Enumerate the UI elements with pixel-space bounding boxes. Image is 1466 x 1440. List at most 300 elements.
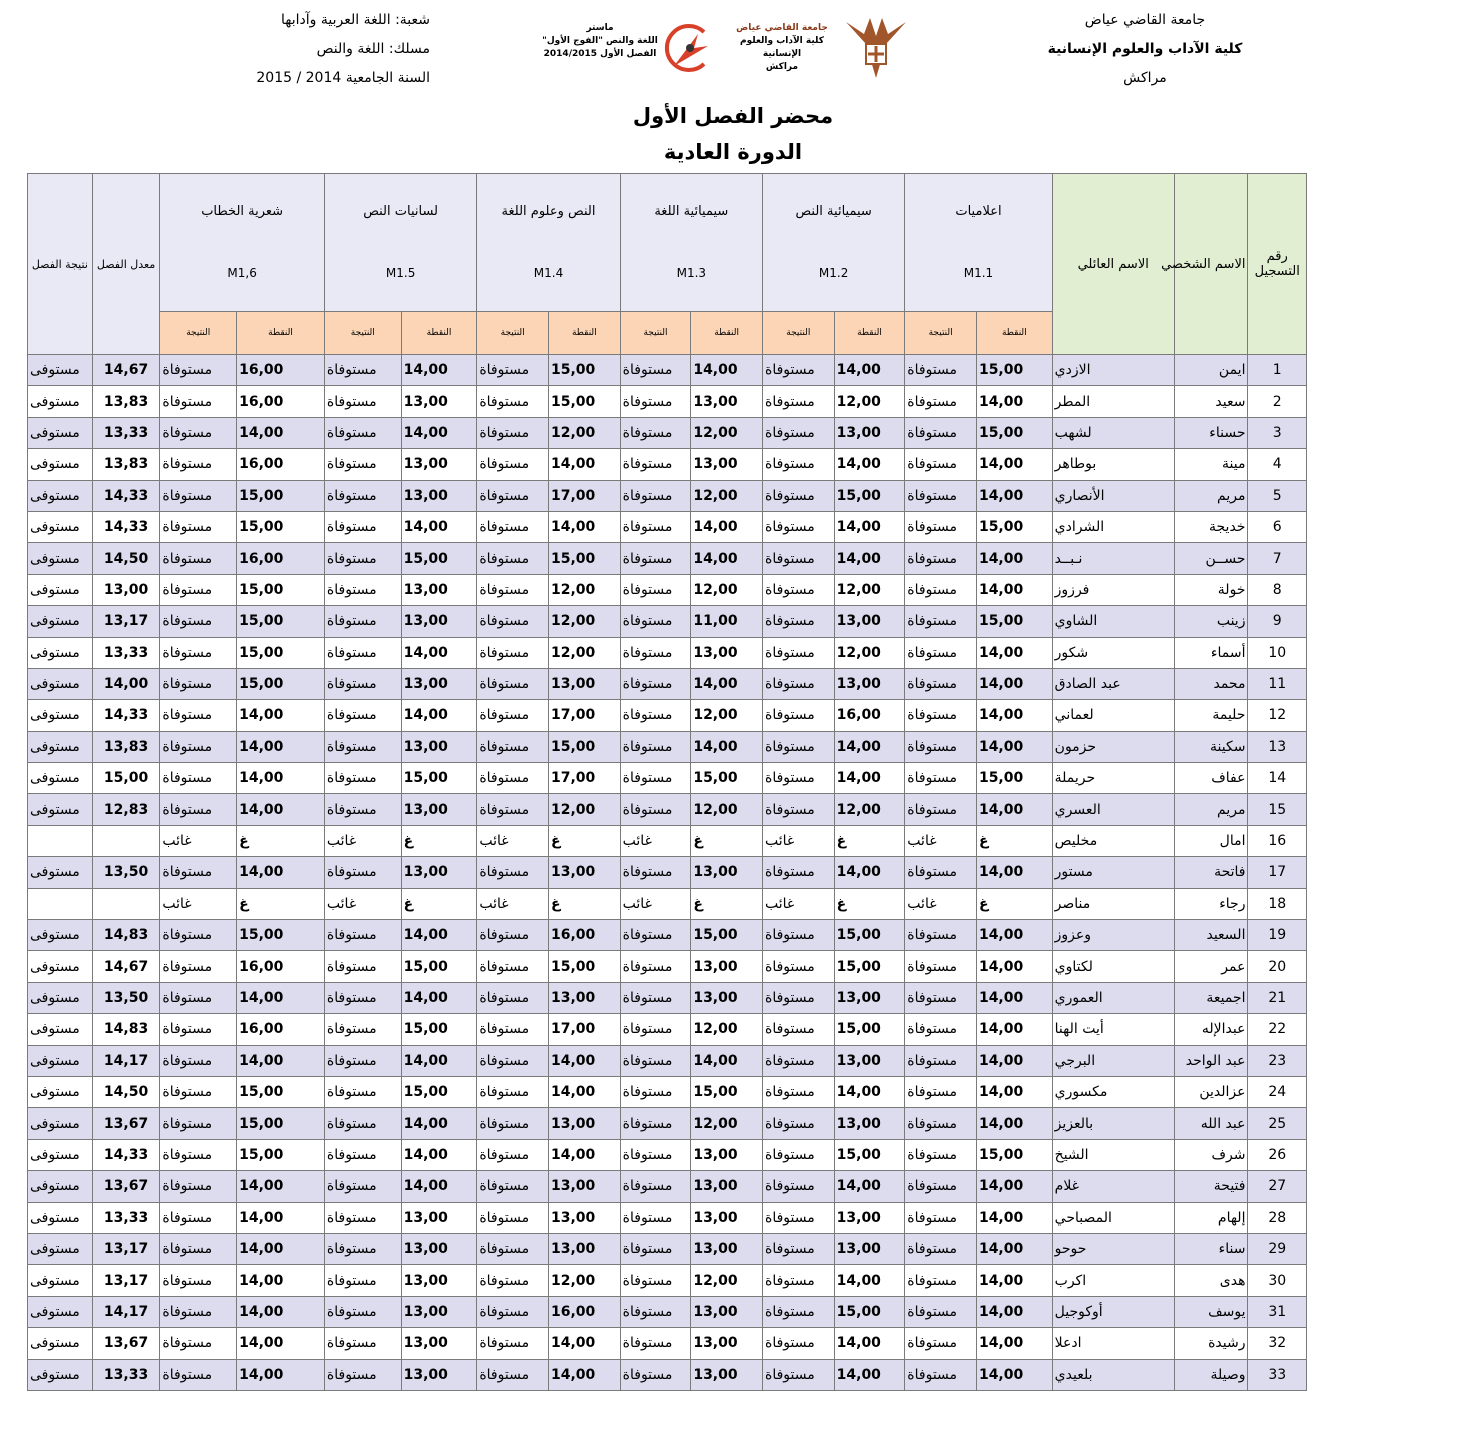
module-grade: 13,00 [401, 857, 477, 888]
module-status: مستوفاة [905, 1108, 977, 1139]
module-status: مستوفاة [620, 1233, 691, 1264]
module-status: مستوفاة [762, 1139, 834, 1170]
module-grade: 13,00 [401, 1233, 477, 1264]
module-status: مستوفاة [160, 1014, 237, 1045]
module-status: مستوفاة [324, 951, 401, 982]
module-grade: 13,00 [691, 1171, 763, 1202]
semester-result [28, 888, 93, 919]
module-grade: 16,00 [237, 951, 325, 982]
semester-result: مستوفى [28, 982, 93, 1013]
registration-number: 3 [1248, 417, 1307, 448]
module-status: مستوفاة [160, 1328, 237, 1359]
semester-average: 13,50 [92, 857, 160, 888]
module-grade: غ [549, 888, 621, 919]
registration-number: 6 [1248, 511, 1307, 542]
semester-result: مستوفى [28, 1265, 93, 1296]
module-status: مستوفاة [477, 951, 549, 982]
module-status: مستوفاة [905, 606, 977, 637]
module-grade: 14,00 [549, 1139, 621, 1170]
module-grade: غ [691, 825, 763, 856]
module-status: مستوفاة [905, 920, 977, 951]
module-grade: 15,00 [834, 1014, 905, 1045]
table-row [28, 920, 1307, 951]
semester-result: مستوفى [28, 543, 93, 574]
module-grade: 14,00 [401, 511, 477, 542]
table-row [28, 1233, 1307, 1264]
semester-result: مستوفى [28, 511, 93, 542]
module-grade: 13,00 [549, 1108, 621, 1139]
module-grade: 12,00 [549, 637, 621, 668]
module-grade: 15,00 [691, 1076, 763, 1107]
module-status: مستوفاة [762, 1359, 834, 1390]
module-grade: 14,00 [976, 982, 1052, 1013]
last-name: اكرب [1052, 1265, 1174, 1296]
university-name: جامعة القاضي عياض [1084, 12, 1206, 28]
module-grade: 12,00 [834, 794, 905, 825]
module-grade: 14,00 [549, 511, 621, 542]
module-status: مستوفاة [324, 1014, 401, 1045]
semester-average: 14,33 [92, 1139, 160, 1170]
module-status: مستوفاة [324, 480, 401, 511]
module-status: مستوفاة [477, 794, 549, 825]
module-status: مستوفاة [905, 543, 977, 574]
module-status: مستوفاة [324, 1171, 401, 1202]
module-status: مستوفاة [620, 606, 691, 637]
last-name: العموري [1052, 982, 1174, 1013]
module-status: غائب [905, 825, 977, 856]
university-logo-icon [836, 14, 916, 80]
module-status: مستوفاة [620, 386, 691, 417]
module-status: مستوفاة [762, 794, 834, 825]
module-grade: 13,00 [691, 1328, 763, 1359]
subcol-status-2: النتيجة [762, 312, 834, 355]
module-status: مستوفاة [324, 763, 401, 794]
module-status: غائب [905, 888, 977, 919]
registration-number: 22 [1248, 1014, 1307, 1045]
module-status: مستوفاة [477, 606, 549, 637]
last-name: الأنصاري [1052, 480, 1174, 511]
module-grade: 15,00 [976, 606, 1052, 637]
page-subtitle: الدورة العادية [663, 140, 803, 164]
module-grade: 13,00 [834, 668, 905, 699]
logo-area [500, 12, 930, 92]
module-grade: 12,00 [549, 606, 621, 637]
module-status: مستوفاة [905, 731, 977, 762]
first-name: فاتحة [1174, 857, 1248, 888]
module-grade: 13,00 [834, 606, 905, 637]
module-grade: 15,00 [834, 1296, 905, 1327]
module-status: مستوفاة [324, 1108, 401, 1139]
semester-average: 15,00 [92, 763, 160, 794]
module-grade: 14,00 [401, 417, 477, 448]
module-status: مستوفاة [477, 637, 549, 668]
module-grade: 14,00 [976, 480, 1052, 511]
module-status: مستوفاة [620, 355, 691, 386]
table-row [28, 574, 1307, 605]
module-status: مستوفاة [620, 668, 691, 699]
module-status: مستوفاة [905, 449, 977, 480]
module-status: مستوفاة [620, 449, 691, 480]
table-row [28, 386, 1307, 417]
semester-average: 13,33 [92, 1202, 160, 1233]
module-status: مستوفاة [324, 574, 401, 605]
table-row [28, 1171, 1307, 1202]
module-grade: غ [976, 825, 1052, 856]
last-name: لكتاوي [1052, 951, 1174, 982]
module-grade: 15,00 [691, 920, 763, 951]
module-status: مستوفاة [160, 1202, 237, 1233]
module-grade: 15,00 [237, 1076, 325, 1107]
semester-result: مستوفى [28, 449, 93, 480]
module-status: مستوفاة [160, 951, 237, 982]
module-status: مستوفاة [905, 1171, 977, 1202]
module-grade: 14,00 [401, 1171, 477, 1202]
first-name: إلهام [1174, 1202, 1248, 1233]
module-grade: 15,00 [976, 355, 1052, 386]
semester-average: 13,67 [92, 1108, 160, 1139]
module-status: مستوفاة [905, 1139, 977, 1170]
module-status: غائب [160, 825, 237, 856]
module-grade: 14,00 [834, 1328, 905, 1359]
module-status: مستوفاة [620, 1139, 691, 1170]
table-row [28, 982, 1307, 1013]
module-status: مستوفاة [324, 449, 401, 480]
module-grade: 16,00 [237, 449, 325, 480]
module-status: مستوفاة [620, 920, 691, 951]
module-grade: 14,00 [834, 543, 905, 574]
module-grade: 14,00 [237, 1296, 325, 1327]
subcol-grade-4: النقطة [549, 312, 621, 355]
last-name: حوحو [1052, 1233, 1174, 1264]
table-row [28, 825, 1307, 856]
module-status: مستوفاة [324, 700, 401, 731]
first-name: زينب [1174, 606, 1248, 637]
table-row [28, 1328, 1307, 1359]
registration-number: 15 [1248, 794, 1307, 825]
semester-average: 13,17 [92, 1265, 160, 1296]
first-name: محمد [1174, 668, 1248, 699]
module-status: مستوفاة [762, 637, 834, 668]
module-grade: 13,00 [691, 449, 763, 480]
module-grade: 14,00 [237, 763, 325, 794]
module-grade: 14,00 [976, 449, 1052, 480]
table-row [28, 731, 1307, 762]
semester-average: 14,83 [92, 920, 160, 951]
module-status: مستوفاة [905, 480, 977, 511]
first-name: حســن [1174, 543, 1248, 574]
last-name: الشرادي [1052, 511, 1174, 542]
module-grade: 12,00 [549, 574, 621, 605]
module-grade: غ [691, 888, 763, 919]
module-grade: 15,00 [549, 951, 621, 982]
module-status: مستوفاة [620, 857, 691, 888]
module-grade: 13,00 [401, 1359, 477, 1390]
module-status: مستوفاة [477, 1233, 549, 1264]
module-status: مستوفاة [762, 857, 834, 888]
registration-number: 30 [1248, 1265, 1307, 1296]
module-grade: 14,00 [834, 511, 905, 542]
table-row [28, 417, 1307, 448]
semester-result: مستوفى [28, 794, 93, 825]
semester-average: 14,33 [92, 511, 160, 542]
module-status: غائب [160, 888, 237, 919]
module-grade: 15,00 [834, 951, 905, 982]
module-grade: 15,00 [237, 480, 325, 511]
first-name: سناء [1174, 1233, 1248, 1264]
registration-number: 24 [1248, 1076, 1307, 1107]
module-grade: 14,00 [237, 1045, 325, 1076]
first-name: أسماء [1174, 637, 1248, 668]
module-status: مستوفاة [905, 386, 977, 417]
registration-number: 2 [1248, 386, 1307, 417]
module-status: مستوفاة [477, 355, 549, 386]
module-grade: 14,00 [976, 1171, 1052, 1202]
page-title: محضر الفصل الأول [632, 104, 834, 128]
program-header [200, 6, 430, 93]
module-grade: 15,00 [237, 511, 325, 542]
last-name: المصباحي [1052, 1202, 1174, 1233]
table-row [28, 1014, 1307, 1045]
col-module-1: اعلاميات M1.1 [905, 174, 1052, 312]
module-grade: 17,00 [549, 1014, 621, 1045]
module-status: مستوفاة [324, 1202, 401, 1233]
module-status: غائب [324, 888, 401, 919]
table-row [28, 857, 1307, 888]
module-status: مستوفاة [324, 1076, 401, 1107]
registration-number: 29 [1248, 1233, 1307, 1264]
module-grade: غ [834, 888, 905, 919]
semester-average: 13,83 [92, 386, 160, 417]
module-status: مستوفاة [620, 480, 691, 511]
module-status: مستوفاة [620, 951, 691, 982]
module-grade: 13,00 [549, 982, 621, 1013]
module-status: مستوفاة [160, 700, 237, 731]
semester-average: 13,83 [92, 731, 160, 762]
last-name: مستور [1052, 857, 1174, 888]
module-status: مستوفاة [477, 417, 549, 448]
module-status: مستوفاة [324, 1265, 401, 1296]
registration-number: 14 [1248, 763, 1307, 794]
module-status: مستوفاة [160, 606, 237, 637]
module-status: مستوفاة [477, 1045, 549, 1076]
module-status: مستوفاة [762, 763, 834, 794]
module-grade: 15,00 [976, 417, 1052, 448]
module-status: مستوفاة [762, 511, 834, 542]
module-grade: 13,00 [834, 1233, 905, 1264]
last-name: بلعيدي [1052, 1359, 1174, 1390]
module-status: مستوفاة [762, 480, 834, 511]
module-status: مستوفاة [762, 668, 834, 699]
module-grade: 13,00 [401, 668, 477, 699]
semester-average: 14,17 [92, 1045, 160, 1076]
faculty-name: كلية الآداب والعلوم الإنسانية [1047, 41, 1243, 57]
module-status: مستوفاة [324, 731, 401, 762]
module-status: مستوفاة [324, 386, 401, 417]
module-status: مستوفاة [762, 543, 834, 574]
module-grade: 15,00 [237, 668, 325, 699]
col-semester-average: معدل الفصل [92, 174, 160, 355]
module-grade: 12,00 [834, 386, 905, 417]
module-status: مستوفاة [620, 982, 691, 1013]
module-status: مستوفاة [620, 511, 691, 542]
module-status: مستوفاة [477, 480, 549, 511]
module-status: مستوفاة [160, 731, 237, 762]
module-grade: 13,00 [401, 794, 477, 825]
module-grade: 14,00 [401, 637, 477, 668]
module-grade: 14,00 [976, 543, 1052, 574]
module-status: مستوفاة [620, 543, 691, 574]
module-status: مستوفاة [477, 511, 549, 542]
first-name: عبد الله [1174, 1108, 1248, 1139]
module-status: مستوفاة [160, 511, 237, 542]
semester-average: 14,33 [92, 700, 160, 731]
module-status: مستوفاة [620, 1171, 691, 1202]
last-name: مكسوري [1052, 1076, 1174, 1107]
registration-number: 20 [1248, 951, 1307, 982]
module-status: مستوفاة [477, 1202, 549, 1233]
module-status: مستوفاة [160, 920, 237, 951]
module-grade: 14,00 [976, 1359, 1052, 1390]
module-grade: 14,00 [237, 417, 325, 448]
module-status: مستوفاة [160, 355, 237, 386]
module-status: مستوفاة [160, 637, 237, 668]
module-grade: 11,00 [691, 606, 763, 637]
registration-number: 8 [1248, 574, 1307, 605]
module-status: مستوفاة [905, 982, 977, 1013]
semester-result: مستوفى [28, 1359, 93, 1390]
module-status: مستوفاة [620, 763, 691, 794]
module-grade: 15,00 [237, 1108, 325, 1139]
last-name: أيت الهنا [1052, 1014, 1174, 1045]
module-grade: 14,00 [691, 1045, 763, 1076]
module-status: مستوفاة [762, 951, 834, 982]
semester-result: مستوفى [28, 386, 93, 417]
module-grade: 13,00 [549, 1233, 621, 1264]
grades-table [27, 173, 1307, 1391]
module-grade: 14,00 [976, 1233, 1052, 1264]
module-status: مستوفاة [905, 417, 977, 448]
first-name: هدى [1174, 1265, 1248, 1296]
module-grade: 16,00 [237, 1014, 325, 1045]
module-grade: 14,00 [237, 794, 325, 825]
module-status: مستوفاة [477, 1014, 549, 1045]
module-status: مستوفاة [477, 1359, 549, 1390]
first-name: خولة [1174, 574, 1248, 605]
registration-number: 7 [1248, 543, 1307, 574]
module-status: مستوفاة [160, 480, 237, 511]
module-grade: 14,00 [549, 449, 621, 480]
semester-result: مستوفى [28, 731, 93, 762]
semester-result: مستوفى [28, 637, 93, 668]
module-status: مستوفاة [160, 668, 237, 699]
first-name: مريم [1174, 794, 1248, 825]
module-status: مستوفاة [905, 1328, 977, 1359]
module-status: مستوفاة [324, 1296, 401, 1327]
registration-number: 9 [1248, 606, 1307, 637]
first-name: رجاء [1174, 888, 1248, 919]
module-status: مستوفاة [160, 1265, 237, 1296]
module-status: مستوفاة [620, 1359, 691, 1390]
registration-number: 25 [1248, 1108, 1307, 1139]
module-status: مستوفاة [905, 355, 977, 386]
module-status: مستوفاة [160, 1076, 237, 1107]
col-module-4: النص وعلوم اللغة M1.4 [477, 174, 620, 312]
academic-year: السنة الجامعية 2014 / 2015 [256, 70, 430, 86]
first-name: ايمن [1174, 355, 1248, 386]
module-status: مستوفاة [477, 700, 549, 731]
last-name: مخليص [1052, 825, 1174, 856]
last-name: نـبــد [1052, 543, 1174, 574]
master-logo-text: ماستر اللغة والنص "الفوج الأول" الفصل الأول 2014/2015 [542, 23, 658, 59]
module-status: مستوفاة [905, 1233, 977, 1264]
last-name: الازدي [1052, 355, 1174, 386]
module-grade: 14,00 [976, 668, 1052, 699]
module-grade: 14,00 [976, 1045, 1052, 1076]
module-status: مستوفاة [620, 1296, 691, 1327]
module-status: مستوفاة [160, 982, 237, 1013]
registration-number: 31 [1248, 1296, 1307, 1327]
last-name: بوطاهر [1052, 449, 1174, 480]
registration-number: 5 [1248, 480, 1307, 511]
module-status: مستوفاة [324, 355, 401, 386]
module-status: مستوفاة [762, 1233, 834, 1264]
module-grade: 13,00 [549, 857, 621, 888]
module-grade: 16,00 [549, 1296, 621, 1327]
module-grade: 14,00 [691, 355, 763, 386]
semester-average: 12,83 [92, 794, 160, 825]
module-grade: 15,00 [549, 386, 621, 417]
module-grade: 13,00 [691, 857, 763, 888]
module-status: مستوفاة [762, 417, 834, 448]
first-name: حليمة [1174, 700, 1248, 731]
module-status: مستوفاة [762, 1328, 834, 1359]
module-grade: 12,00 [691, 1265, 763, 1296]
module-grade: 14,00 [237, 1171, 325, 1202]
module-grade: 15,00 [549, 543, 621, 574]
module-status: مستوفاة [160, 857, 237, 888]
registration-number: 10 [1248, 637, 1307, 668]
semester-result: مستوفى [28, 480, 93, 511]
module-status: مستوفاة [620, 1202, 691, 1233]
semester-average: 13,67 [92, 1171, 160, 1202]
module-status: مستوفاة [477, 1108, 549, 1139]
semester-average: 13,33 [92, 1359, 160, 1390]
module-status: مستوفاة [324, 417, 401, 448]
registration-number: 11 [1248, 668, 1307, 699]
module-status: مستوفاة [477, 763, 549, 794]
semester-average: 14,67 [92, 355, 160, 386]
module-grade: 14,00 [976, 1202, 1052, 1233]
module-grade: 14,00 [549, 1328, 621, 1359]
registration-number: 26 [1248, 1139, 1307, 1170]
module-status: مستوفاة [905, 763, 977, 794]
module-grade: 13,00 [691, 1359, 763, 1390]
module-status: مستوفاة [905, 1265, 977, 1296]
module-grade: 13,00 [401, 574, 477, 605]
module-status: مستوفاة [762, 1076, 834, 1107]
module-status: مستوفاة [160, 763, 237, 794]
semester-average: 13,33 [92, 417, 160, 448]
module-status: مستوفاة [324, 1233, 401, 1264]
module-grade: 14,00 [401, 1108, 477, 1139]
semester-average: 14,50 [92, 1076, 160, 1107]
registration-number: 21 [1248, 982, 1307, 1013]
module-status: غائب [620, 888, 691, 919]
module-grade: غ [237, 825, 325, 856]
subcol-status-3: النتيجة [620, 312, 691, 355]
module-grade: 14,00 [401, 920, 477, 951]
semester-result: مستوفى [28, 1233, 93, 1264]
